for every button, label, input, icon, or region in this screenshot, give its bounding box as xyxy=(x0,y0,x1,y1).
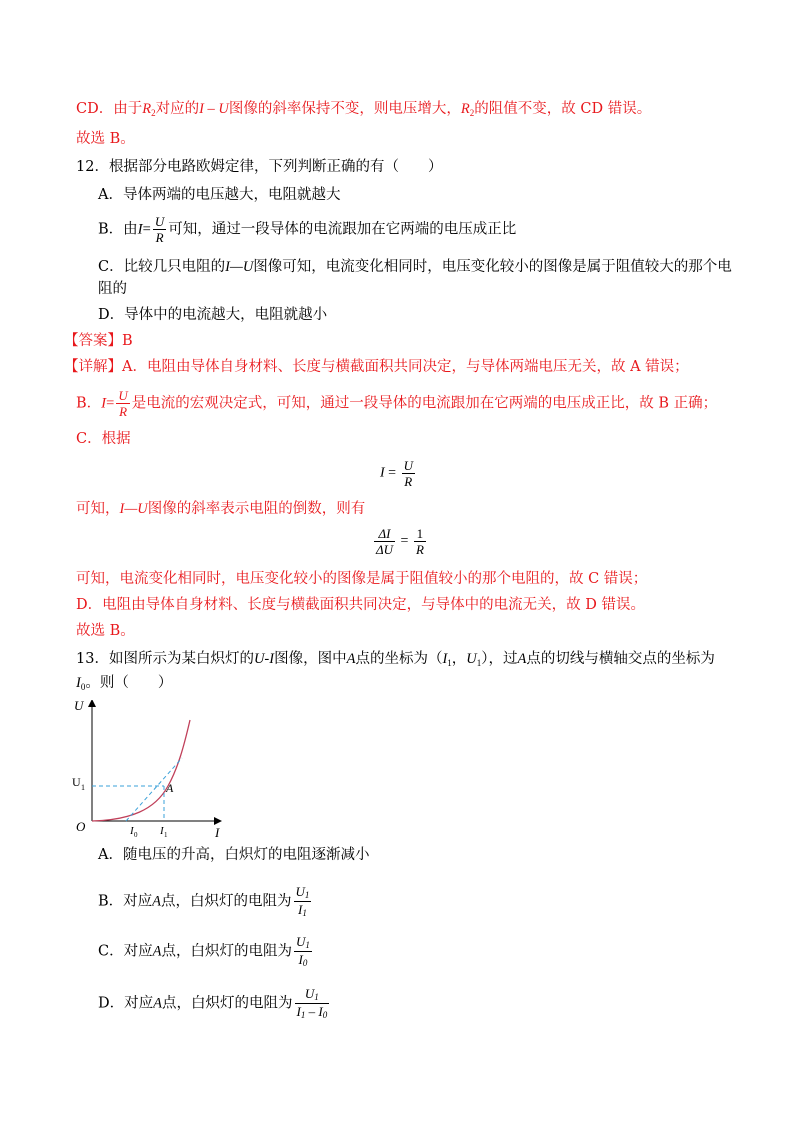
i0-sub: 0 xyxy=(134,831,138,839)
equation-ohm: I = $\frac{U}{R}$ xyxy=(380,458,413,489)
q12-detail-a: 【详解】A．电阻由导体自身材料、长度与横截面积共同决定，与导体两端电压无关，故 A 错误； xyxy=(64,359,689,375)
q12-detail-d: D．电阻由导体自身材料、长度与横截面积共同决定，与导体中的电流无关，故 D 错误。 xyxy=(76,597,645,613)
q12-detail-b: B．I= $\frac{U}{R}$ 是电流的宏观决定式，可知，通过一段导体的电流跟加在它两端的电压成正比，故 B 正确； xyxy=(76,388,718,419)
origin-label: O xyxy=(76,819,86,834)
q12-option-c-line2: 阻的 xyxy=(98,281,127,297)
axis-i-label: I xyxy=(215,825,220,840)
q13-option-b: B．对应A点，白炽灯的电阻为 $\frac{U1}{I1}$ xyxy=(98,884,310,918)
q12-option-c: C．比较几只电阻的I—U图像可知，电流变化相同时，电压变化较小的图像是属于阻值较大的那个电 xyxy=(98,259,732,275)
q12-detail-c-end: 可知，电流变化相同时，电压变化较小的图像是属于阻值较小的那个电阻的，故 C 错误； xyxy=(76,571,648,587)
tangent-line xyxy=(126,758,182,821)
q12-b-fraction: $\frac{U}{R}$ xyxy=(154,214,165,245)
q12-detail-c: C．根据 xyxy=(76,431,131,447)
prev-cd-explanation: CD．由于$R_2$对应的I – U图像的斜率保持不变，则电压增大，$R_2$的阻值不变，故 CD 错误。 xyxy=(76,101,652,118)
q12-option-d: D．导体中的电流越大，电阻就越小 xyxy=(98,307,328,323)
i1-sub: 1 xyxy=(164,831,168,839)
ui-curve xyxy=(92,720,190,821)
u1-sub: 1 xyxy=(81,783,85,792)
axis-u-label: U xyxy=(74,700,84,713)
q12-detail-b-fraction: $\frac{U}{R}$ xyxy=(118,388,128,419)
q13-stem: 13．如图所示为某白炽灯的U-I图像，图中A点的坐标为（$I_1$，$U_1$），过A点的切线与横轴交点的坐标为 xyxy=(76,651,715,668)
q12-answer: 【答案】B xyxy=(64,333,133,349)
point-a-label: A xyxy=(166,781,174,795)
q13-option-c: C．对应A点，白炽灯的电阻为 $\frac{U1}{I0}$ xyxy=(98,934,310,968)
q12-conclusion: 故选 B。 xyxy=(76,623,135,639)
equation-slope: $\frac{\Delta I}{\Delta U}$ = $\frac{1}{R}$ xyxy=(376,526,424,557)
prev-conclusion: 故选 B。 xyxy=(76,131,135,147)
q12-option-b: B．由I= $\frac{U}{R}$ 可知，通过一段导体的电流跟加在它两端的电压成正比 xyxy=(98,214,517,245)
q13-stem-line2: $I_0$。则（ ） xyxy=(76,675,173,692)
q13-option-d: D．对应A点，白炽灯的电阻为 $\frac{U1}{I1 - I0}$ xyxy=(98,986,328,1020)
u1-label: U xyxy=(72,775,81,789)
q13-option-a: A．随电压的升高，白炽灯的电阻逐渐减小 xyxy=(98,847,370,863)
q12-detail-c-mid: 可知，I—U图像的斜率表示电阻的倒数，则有 xyxy=(76,501,366,517)
q12-option-a: A．导体两端的电压越大，电阻就越大 xyxy=(98,187,341,203)
q12-stem: 12．根据部分电路欧姆定律，下列判断正确的有（ ） xyxy=(76,159,443,175)
i0-label: I xyxy=(130,825,134,837)
ui-graph xyxy=(60,700,240,845)
i1-label: I xyxy=(160,825,164,837)
